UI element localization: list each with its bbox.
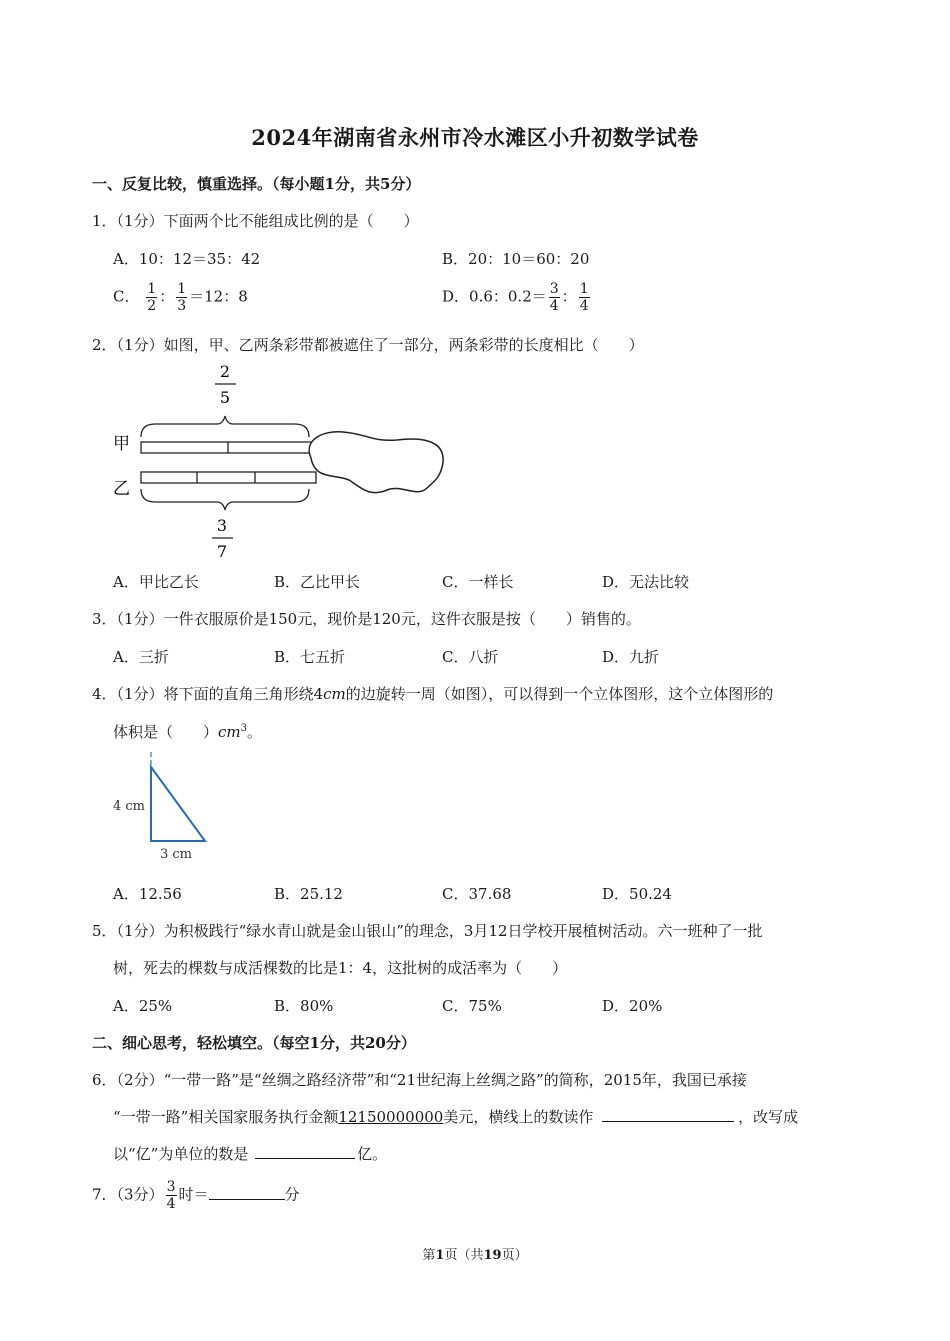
question-6-line2: “一带一路”相关国家服务执行金额12150000000美元，横线上的数读作 ，改写成 [113,1108,799,1126]
label-jia: 甲 [113,434,130,454]
q2-option-b: B．乙比甲长 [274,573,361,591]
question-7: 7．（3分） $\frac{3}{4}$ 时＝ 分 [92,1179,300,1212]
fraction: $\frac{1}{4}$ [579,281,589,314]
fraction: $\frac{1}{3}$ [177,281,187,314]
question-5-line1: 5．（1分）为积极践行“绿水青山就是金山银山”的理念，3月12日学校开展植树活动。六一班种了一批 [92,922,763,940]
page-footer: 第1页（共19页） [422,1248,528,1263]
bottom-fraction-denominator: 7 [216,542,228,561]
question-1-stem: 1．（1分）下面两个比不能组成比例的是（ ） [92,212,419,230]
question-2-stem: 2．（1分）如图，甲、乙两条彩带都被遮住了一部分，两条彩带的长度相比（ ） [92,336,644,354]
q3-option-c: C．八折 [442,648,499,666]
triangle [151,767,205,841]
ribbon-figure [105,358,450,563]
q5-option-c: C．75% [442,997,502,1015]
q4-option-d: D．50.24 [602,885,672,903]
question-3-stem: 3．（1分）一件衣服原价是150元，现价是120元，这件衣服是按（ ）销售的。 [92,610,641,628]
underlined-amount: 12150000000 [338,1108,444,1126]
label-yi: 乙 [113,479,130,499]
base-label: 3 cm [160,847,193,862]
section-2-heading: 二、细心思考，轻松填空。（每空1分，共20分） [92,1034,416,1052]
q1-option-d: D．0.6：0.2＝ $\frac{3}{4}$ ： $\frac{1}{4}$ [442,281,589,314]
q1-option-b: B．20：10＝60：20 [442,250,590,268]
q3-option-a: A．三折 [113,648,169,666]
right-triangle-figure [108,750,218,870]
q3-option-b: B．七五折 [274,648,346,666]
fraction: $\frac{3}{4}$ [549,281,559,314]
answer-blank[interactable] [602,1107,734,1122]
q1-option-a: A．10：12＝35：42 [113,250,261,268]
page-title: 2024年湖南省永州市冷水滩区小升初数学试卷 [251,125,699,150]
top-fraction-numerator: 2 [219,362,231,381]
q4-option-a: A．12.56 [113,885,182,903]
fraction: $\frac{3}{4}$ [166,1179,176,1212]
q5-option-b: B．80% [274,997,334,1015]
q2-option-c: C．一样长 [442,573,514,591]
q2-option-a: A．甲比乙长 [113,573,199,591]
top-brace [141,416,309,437]
question-4-line2: 体积是（ ）$cm^3$。 [113,723,263,741]
section-1-heading: 一、反复比较，慎重选择。（每小题1分，共5分） [92,175,421,193]
bottom-brace [141,489,309,510]
ribbon-yi [141,472,316,483]
q3-option-d: D．九折 [602,648,660,666]
bottom-fraction-numerator: 3 [216,516,228,535]
q4-option-b: B．25.12 [274,885,343,903]
answer-blank[interactable] [209,1185,285,1200]
question-4-stem: 4．（1分）将下面的直角三角形绕4cm的边旋转一周（如图），可以得到一个立体图形，这个立体图形的 [92,685,774,703]
q1-option-c: C． $\frac{1}{2}$ ： $\frac{1}{3}$ ＝12：8 [113,281,248,314]
question-6-line1: 6．（2分）“一带一路”是“丝绸之路经济带”和“21世纪海上丝绸之路”的简称，2015年，我国已承接 [92,1071,747,1089]
cover-blob [309,432,443,493]
q4-option-c: C．37.68 [442,885,512,903]
fraction: $\frac{1}{2}$ [147,281,157,314]
side-label: 4 cm [113,799,146,814]
answer-blank[interactable] [255,1144,355,1159]
top-fraction-denominator: 5 [219,388,231,407]
q5-option-d: D．20% [602,997,663,1015]
q5-option-a: A．25% [113,997,173,1015]
question-5-line2: 树，死去的棵数与成活棵数的比是1：4，这批树的成活率为（ ） [113,959,568,977]
q2-option-d: D．无法比较 [602,573,690,591]
question-6-line3: 以“亿”为单位的数是 亿。 [113,1145,388,1163]
q1-c-label: C． [113,287,140,306]
